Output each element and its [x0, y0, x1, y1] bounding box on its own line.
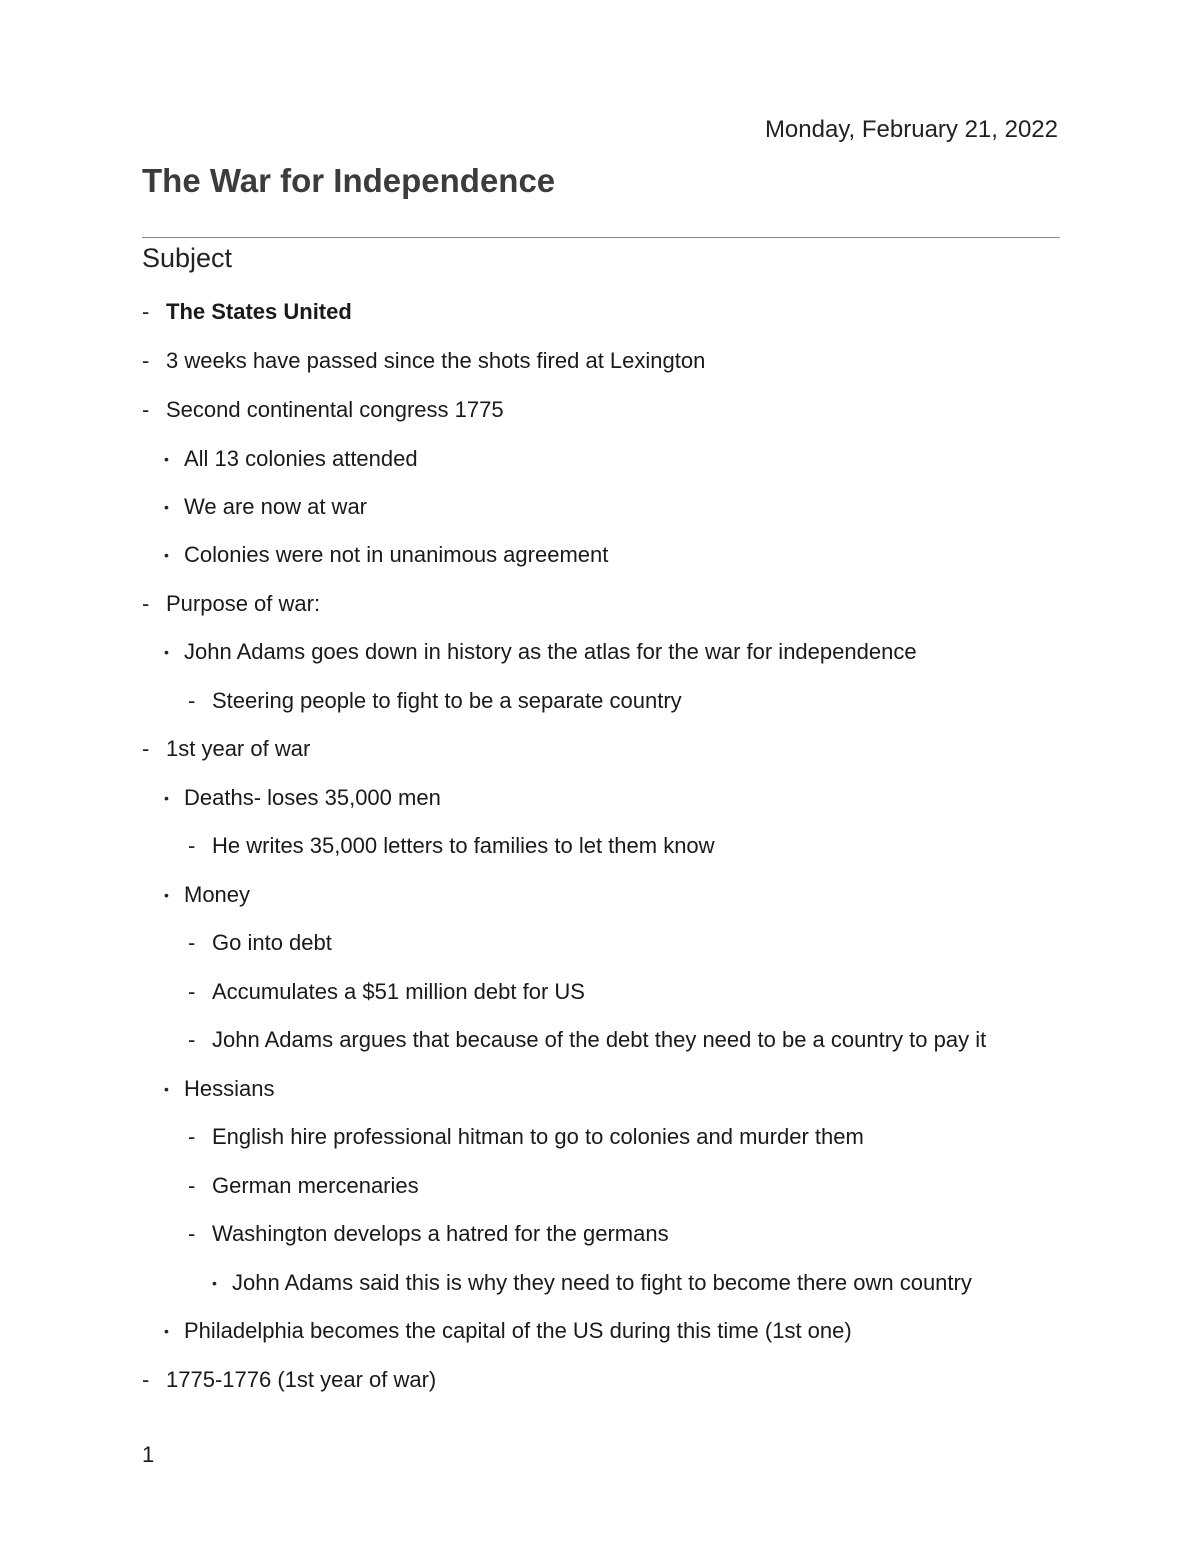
note-text: German mercenaries: [212, 1173, 419, 1198]
note-text: Second continental congress 1775: [166, 397, 504, 422]
dot-bullet-icon: •: [164, 451, 169, 467]
dash-bullet-icon: -: [188, 688, 196, 713]
dot-bullet-icon: •: [164, 1081, 169, 1097]
dot-bullet-icon: •: [164, 790, 169, 806]
note-text: 1775-1776 (1st year of war): [166, 1367, 437, 1392]
note-item: [142, 298, 352, 326]
dash-bullet-icon: -: [142, 1367, 150, 1392]
note-text: Deaths- loses 35,000 men: [184, 785, 441, 810]
note-text: Steering people to fight to be a separate country: [212, 688, 682, 713]
note-item: [142, 396, 504, 424]
note-text: We are now at war: [184, 494, 368, 519]
note-item: [188, 1026, 986, 1054]
note-text: John Adams argues that because of the debt they need to be a country to pay it: [212, 1027, 987, 1052]
dash-bullet-icon: -: [142, 348, 150, 373]
section-heading: Subject: [142, 243, 233, 273]
note-item: [164, 541, 608, 569]
dot-bullet-icon: •: [164, 887, 169, 903]
note-text: 3 weeks have passed since the shots fired at Lexington: [166, 348, 706, 373]
dash-bullet-icon: -: [188, 1124, 196, 1149]
note-item: [188, 1220, 669, 1248]
note-text: Accumulates a $51 million debt for US: [212, 979, 585, 1004]
title-divider: [142, 237, 1060, 238]
note-item: [142, 347, 705, 375]
dash-bullet-icon: -: [188, 979, 196, 1004]
dash-bullet-icon: -: [188, 1173, 196, 1198]
note-item: [164, 784, 441, 812]
dash-bullet-icon: -: [142, 397, 150, 422]
page-title: The War for Independence: [142, 162, 556, 199]
note-text: Go into debt: [212, 930, 332, 955]
dot-bullet-icon: •: [164, 1323, 169, 1339]
note-text: He writes 35,000 letters to families to let them know: [212, 833, 715, 858]
note-text: All 13 colonies attended: [184, 446, 418, 471]
dash-bullet-icon: -: [188, 1221, 196, 1246]
note-item: [164, 638, 917, 666]
note-item: [164, 881, 250, 909]
note-text: The States United: [166, 299, 352, 324]
note-item: [142, 735, 310, 763]
note-text: John Adams said this is why they need to fight to become there own country: [232, 1270, 972, 1295]
note-text: John Adams goes down in history as the atlas for the war for independence: [184, 639, 917, 664]
dash-bullet-icon: -: [142, 591, 150, 616]
note-text: Washington develops a hatred for the germans: [212, 1221, 669, 1246]
dot-bullet-icon: •: [164, 644, 169, 660]
note-text: Money: [184, 882, 251, 907]
note-item: [188, 1172, 419, 1200]
page-date: Monday, February 21, 2022: [764, 116, 1058, 143]
note-item: [188, 832, 715, 860]
note-item: [188, 929, 332, 957]
note-item: [142, 1366, 436, 1394]
note-item: [212, 1269, 972, 1297]
note-item: [188, 687, 682, 715]
note-item: [188, 978, 585, 1006]
dash-bullet-icon: -: [142, 299, 150, 324]
note-item: [164, 1075, 274, 1103]
note-text: Philadelphia becomes the capital of the US during this time (1st one): [184, 1318, 852, 1343]
note-item: [164, 445, 418, 473]
note-item: [164, 1317, 852, 1345]
dot-bullet-icon: •: [164, 547, 169, 563]
note-item: [142, 590, 320, 618]
note-text: English hire professional hitman to go to colonies and murder them: [212, 1124, 864, 1149]
note-text: Purpose of war:: [166, 591, 321, 616]
dash-bullet-icon: -: [142, 736, 150, 761]
dash-bullet-icon: -: [188, 833, 196, 858]
note-item: [188, 1123, 864, 1151]
note-text: 1st year of war: [166, 736, 311, 761]
note-text: Hessians: [184, 1076, 275, 1101]
dash-bullet-icon: -: [188, 930, 196, 955]
dash-bullet-icon: -: [188, 1027, 196, 1052]
page-number: 1: [142, 1442, 155, 1467]
dot-bullet-icon: •: [164, 499, 169, 515]
note-text: Colonies were not in unanimous agreement: [184, 542, 609, 567]
dot-bullet-icon: •: [212, 1275, 217, 1291]
note-item: [164, 493, 367, 521]
